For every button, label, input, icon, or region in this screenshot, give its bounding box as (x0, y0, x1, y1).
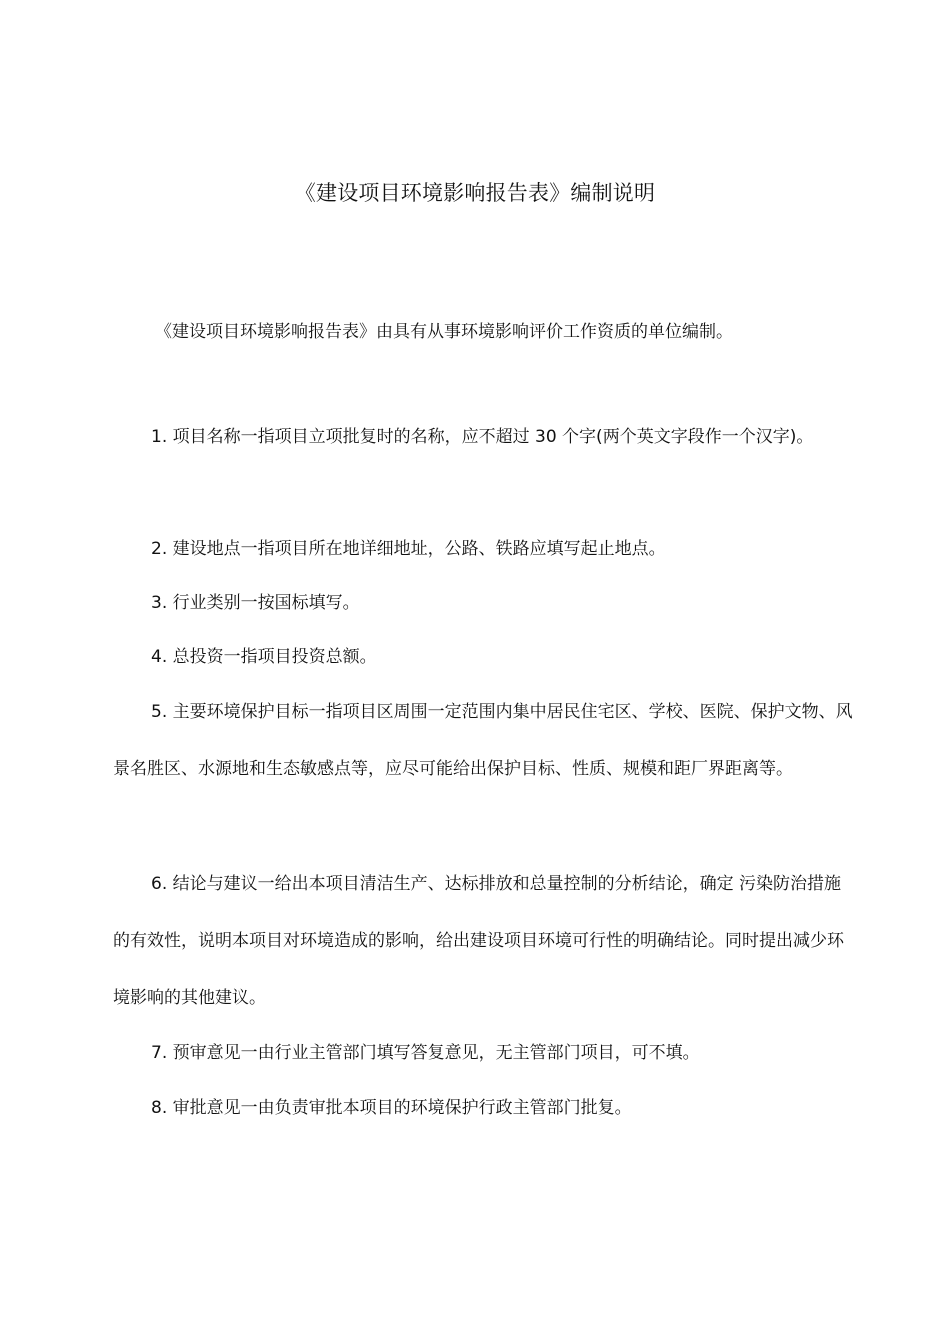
document-title: 《建设项目环境影响报告表》编制说明 (294, 181, 656, 205)
item-1-paragraph: 1. 项目名称一指项目立项批复时的名称，应不超过 30 个字(两个英文字段作一个汉字)。 (151, 427, 814, 447)
item-5-paragraph: 5. 主要环境保护目标一指项目区周围一定范围内集中居民住宅区、学校、医院、保护文物、风景名胜区、水源地和生态敏感点等，应尽可能给出保护目标、性质、规模和距厂界距离等。 (113, 702, 853, 779)
intro-paragraph: 《建设项目环境影响报告表》由具有从事环境影响评价工作资质的单位编制。 (155, 322, 733, 342)
item-7-paragraph: 7. 预审意见一由行业主管部门填写答复意见，无主管部门项目，可不填。 (151, 1043, 700, 1063)
item-4-paragraph: 4. 总投资一指项目投资总额。 (151, 647, 377, 667)
item-6-paragraph: 6. 结论与建议一给出本项目清洁生产、达标排放和总量控制的分析结论，确定 污染防治措施的有效性，说明本项目对环境造成的影响，给出建设项目环境可行性的明确结论。同时提出减少环境影响的其他建议。 (113, 874, 844, 1008)
item-8-paragraph: 8. 审批意见一由负责审批本项目的环境保护行政主管部门批复。 (151, 1098, 632, 1118)
item-3-paragraph: 3. 行业类别一按国标填写。 (151, 593, 360, 613)
item-2-paragraph: 2. 建设地点一指项目所在地详细地址，公路、铁路应填写起止地点。 (151, 539, 666, 559)
